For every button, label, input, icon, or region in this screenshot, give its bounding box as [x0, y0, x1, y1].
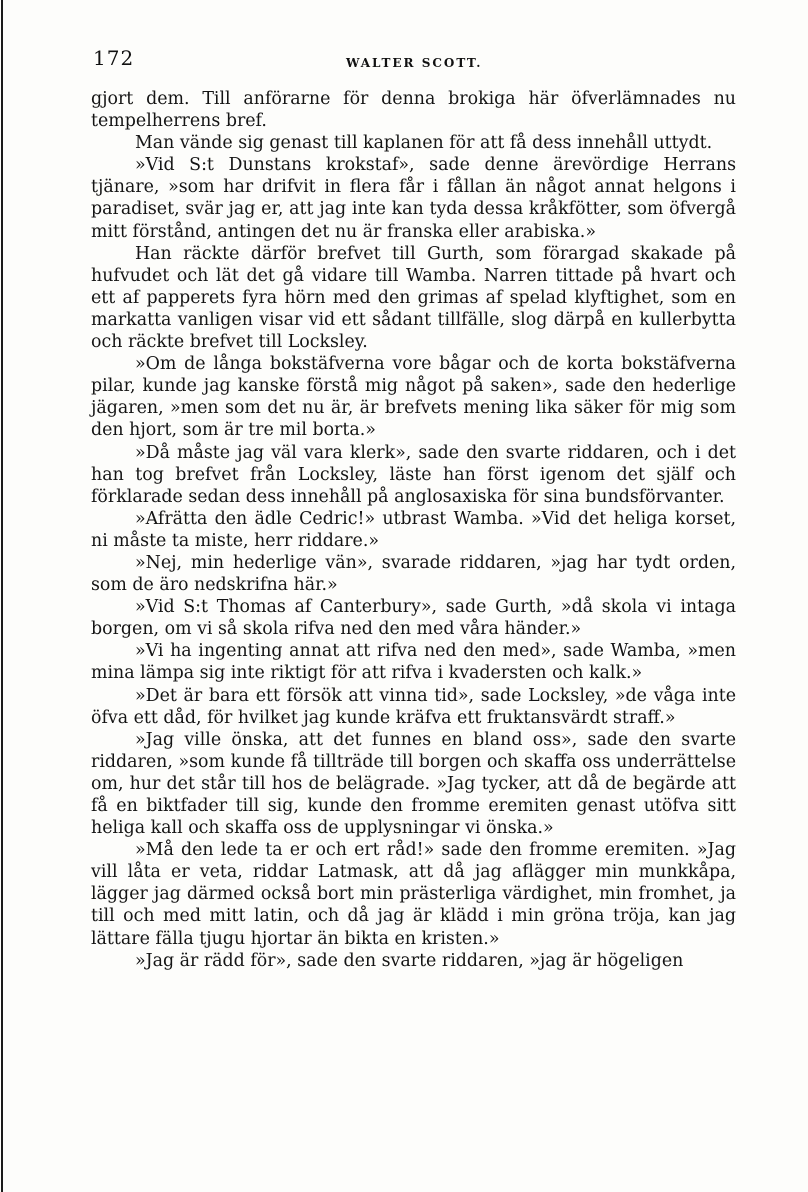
running-head: WALTER SCOTT. — [346, 56, 483, 70]
paragraph: »Då måste jag väl vara klerk», sade den svarte riddaren, och i det han tog brefvet från Locksley, läste han först igenom det själf och förklarade sedan dess innehåll på anglosaxiska för sina bundsförvanter. — [91, 442, 736, 507]
paragraph: gjort dem. Till anförarne för denna brokiga här öfverlämnades nu tempelherrens bref. — [91, 89, 736, 132]
paragraph: »Afrätta den ädle Cedric!» utbrast Wamba. »Vid det heliga korset, ni måste ta miste, herr riddare.» — [91, 508, 736, 551]
paragraph: »Vid S:t Thomas af Canterbury», sade Gurth, »då skola vi intaga borgen, om vi så skola rifva ned den med våra händer.» — [91, 597, 736, 640]
paragraph: »Det är bara ett försök att vinna tid», sade Locksley, »de våga inte öfva ett dåd, för hvilket jag kunde kräfva ett fruktansvärdt straff.» — [91, 685, 736, 728]
paragraph: »Jag ville önska, att det funnes en bland oss», sade den svarte riddaren, »som kunde få tillträde till borgen och skaffa oss underrättelse om, hur det står till hos de belägrade. »Jag tycker, att då de begärde att få en biktfader till sig, kunde den fromme eremiten genast utöfva sitt heliga kall och skaffa oss de upplysningar vi önska.» — [91, 729, 736, 839]
paragraph: »Nej, min hederlige vän», svarade riddaren, »jag har tydt orden, som de äro nedskrifna här.» — [91, 552, 736, 596]
page-number: 172 — [93, 46, 135, 70]
paragraph: »Om de långa bokstäfverna vore bågar och de korta bokstäfverna pilar, kunde jag kanske förstå mig något på saken», sade den hederlige jägaren, »men som det nu är, är brefvets mening lika säker för mig som den hjort, som är tre mil borta.» — [91, 354, 736, 441]
page-header — [93, 44, 738, 74]
page-edge-line — [1, 0, 3, 1192]
paragraph: »Vi ha ingenting annat att rifva ned den med», sade Wamba, »men mina lämpa sig inte riktigt för att rifva i kvadersten och kalk.» — [91, 641, 736, 684]
paragraph: Han räckte därför brefvet till Gurth, som förargad skakade på hufvudet och lät det gå vidare till Wamba. Narren tittade på hvart och ett af papperets fyra hörn med den grimas af spelad klyftighet, som en markatta vanligen visar vid ett sådant tillfälle, slog därpå en kullerbytta och räckte brefvet till Locksley. — [91, 243, 736, 353]
paragraph: »Vid S:t Dunstans krokstaf», sade denne ärevördige Herrans tjänare, »som har drifvit in flera får i fållan än något annat helgons i paradiset, svär jag er, att jag inte kan tyda dessa kråkfötter, som öfvergå mitt förstånd, antingen det nu är franska eller arabiska.» — [91, 155, 736, 242]
paragraph: Man vände sig genast till kaplanen för att få dess innehåll uttydt. — [135, 133, 713, 154]
paragraph: »Jag är rädd för», sade den svarte riddaren, »jag är högeligen — [135, 950, 684, 971]
paragraph: »Må den lede ta er och ert råd!» sade den fromme eremiten. »Jag vill låta er veta, riddar Latmask, att då jag aflägger min munkkåpa, lägger jag därmed också bort min prästerliga värdighet, min fromhet, ja till och med mitt latin, och då jag är klädd i min gröna tröja, kan jag lättare fälla tjugu hjortar än bikta en kristen.» — [91, 840, 736, 949]
body-text — [91, 88, 736, 972]
